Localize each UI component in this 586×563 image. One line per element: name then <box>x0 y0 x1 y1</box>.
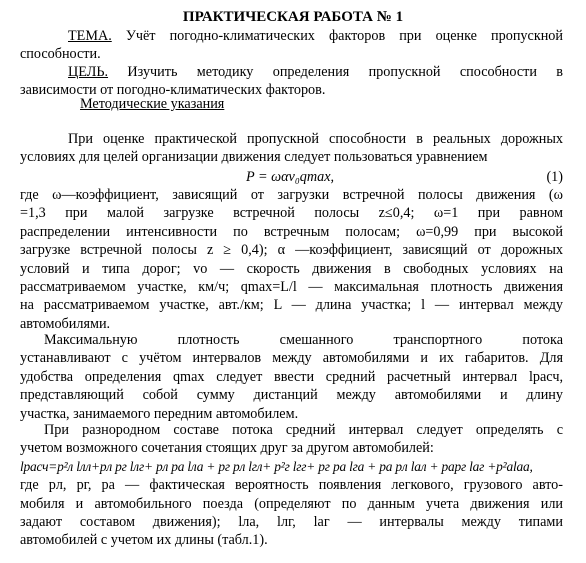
paragraph-2-line: =1,3 при малой загрузке встречной полосы z≤0,4; ω=1 при равном <box>20 205 563 222</box>
paragraph-2-line: на рассматриваемом участке, авт./км; L — длина участка; l — интервал между <box>20 297 563 314</box>
paragraph-2 <box>20 186 563 333</box>
paragraph-2-line: где ω—коэффициент, зависящий от загрузки встречной полосы движения (ω <box>20 187 563 203</box>
paragraph-2-line: распределении интенсивности по встречным полосам; ω=0,99 при высокой <box>20 223 563 240</box>
paragraph-2-line: загрузке встречной полосы z ≥ 0,4); α —коэффициент, зависящий от дорожных <box>20 242 563 259</box>
interval-formula: lрасч=p²л lлл+pл pг lлг+ pл pа lла + pг pл lгл+ p²г lгг+ pг pа lга + pа pл lал + pаpг lаг +p²аlаа, <box>20 458 533 474</box>
paragraph-2-line: условий и типа дорог; vo — скорость движения в свободных условиях на <box>20 260 563 277</box>
topic-text-1: Учёт погодно-климатических факторов при оценке пропускной <box>125 28 563 44</box>
paragraph-1 <box>20 130 563 167</box>
paragraph-1-line-2: условиях для целей организации движения следует пользоваться уравнением <box>20 149 488 166</box>
paragraph-4-line: задают составом движения); lла, lлг, lаг — интервалы между типами <box>20 514 563 531</box>
guidelines-heading: Методические указания <box>80 96 225 112</box>
paragraph-2-line: рассматриваемом участке, км/ч; qmax=L/l — максимальная плотность движения <box>20 279 563 296</box>
document-title: ПРАКТИЧЕСКАЯ РАБОТА № 1 <box>182 9 404 25</box>
paragraph-3-line: удобства определения qmax следует ввести средний расчетный интервал lрасч, <box>20 368 563 385</box>
topic-line-1 <box>20 27 563 45</box>
paragraph-4-line: мобиля и автомобильного поезда (определяют по данным учета движения или <box>20 495 563 512</box>
goal-line-1 <box>20 63 563 81</box>
topic-label: ТЕМА. <box>68 28 112 44</box>
equation-formula: P = ωαv₀qmax, <box>246 169 335 185</box>
paragraph-1-line-1: При оценке практической пропускной способности в реальных дорожных <box>68 131 563 147</box>
paragraph-3-line: Максимальную плотность смешанного транспортного потока <box>44 332 563 348</box>
paragraph-4-line: учетом возможного сочетания стоящих друг за другом автомобилей: <box>20 440 434 457</box>
goal-text-1: Изучить методику определения пропускной способности в <box>127 64 563 80</box>
paragraph-3 <box>20 331 563 423</box>
equation-number: (1) <box>546 169 563 185</box>
goal-line-2: зависимости от погодно-климатических факторов. <box>20 82 326 99</box>
guidelines-heading-row <box>20 95 563 113</box>
goal-label: ЦЕЛЬ. <box>68 64 109 80</box>
topic-section <box>20 27 563 64</box>
topic-line-2: способности. <box>20 46 101 63</box>
paragraph-4 <box>20 421 563 550</box>
paragraph-3-line: устанавливают с учётом интервалов между автомобилями и их габаритов. Для <box>20 350 563 367</box>
paragraph-4-line: При разнородном составе потока средний интервал следует определять с <box>44 422 563 438</box>
paragraph-4-line: где pл, pг, pа — фактическая вероятность появления легкового, грузового авто- <box>20 477 563 494</box>
paragraph-3-line: участка, занимаемого передним автомобилем. <box>20 405 299 422</box>
paragraph-4-line: автомобилей с учетом их длины (табл.1). <box>20 532 268 549</box>
paragraph-3-line: представляющий собой сумму дистанций между автомобилями и длину <box>20 387 563 404</box>
paragraph-2-line: автомобилями. <box>20 315 111 332</box>
